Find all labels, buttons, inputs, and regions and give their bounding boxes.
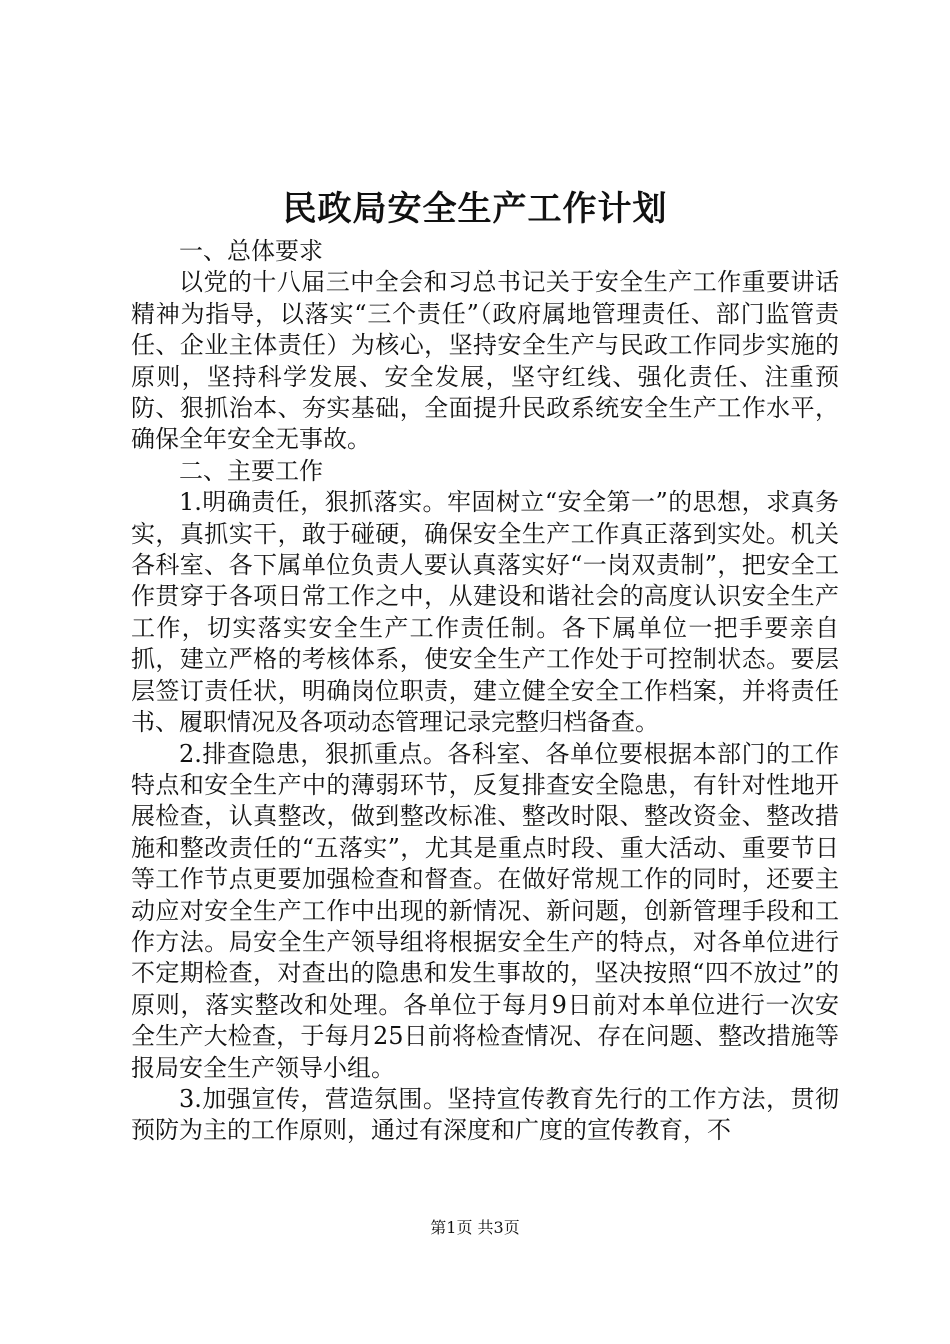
document-title: 民政局安全生产工作计划 xyxy=(282,189,668,229)
section-heading-general: 一、总体要求 xyxy=(179,237,323,265)
paragraph-item-1: 1.明确责任，狠抓落实。牢固树立“安全第一”的思想，求真务实，真抓实干，敢于碰硬，确保安全生产工作真正落到实处。机关各科室、各下属单位负责人要认真落实好“一岗双责制”，把安全工作贯穿于各项日常工作之中，从建设和谐社会的高度认识安全生产工作，切实落实安全生产工作责任制。各下属单位一把手要亲自抓，建立严格的考核体系，使安全生产工作处于可控制状态。要层层签订责任状，明确岗位职责，建立健全安全工作档案，并将责任书、履职情况及各项动态管理记录完整归档备查。 xyxy=(131,488,839,737)
paragraph-item-2: 2.排查隐患，狠抓重点。各科室、各单位要根据本部门的工作特点和安全生产中的薄弱环节，反复排查安全隐患，有针对性地开展检查，认真整改，做到整改标准、整改时限、整改资金、整改措施和整改责任的“五落实”，尤其是重点时段、重大活动、重要节日等工作节点更要加强检查和督查。在做好常规工作的同时，还要主动应对安全生产工作中出现的新情况、新问题，创新管理手段和工作方法。局安全生产领导组将根据安全生产的特点，对各单位进行不定期检查，对查出的隐患和发生事故的，坚决按照“四不放过”的原则，落实整改和处理。各单位于每月9日前对本单位进行一次安全生产大检查，于每月25日前将检查情况、存在问题、整改措施等报局安全生产领导小组。 xyxy=(131,739,839,1082)
page-number-footer: 第1页 共3页 xyxy=(430,1218,520,1237)
document-body xyxy=(131,236,839,1147)
section-heading-main-work: 二、主要工作 xyxy=(179,456,323,485)
paragraph-general-requirements: 以党的十八届三中全会和习总书记关于安全生产工作重要讲话精神为指导，以落实“三个责任”（政府属地管理责任、部门监管责任、企业主体责任）为核心，坚持安全生产与民政工作同步实施的原则，坚持科学发展、安全发展，坚守红线、强化责任、注重预防、狠抓治本、夯实基础，全面提升民政系统安全生产工作水平，确保全年安全无事故。 xyxy=(131,268,839,454)
paragraph-item-3: 3.加强宣传，营造氛围。坚持宣传教育先行的工作方法，贯彻预防为主的工作原则，通过有深度和广度的宣传教育，不 xyxy=(131,1084,839,1145)
